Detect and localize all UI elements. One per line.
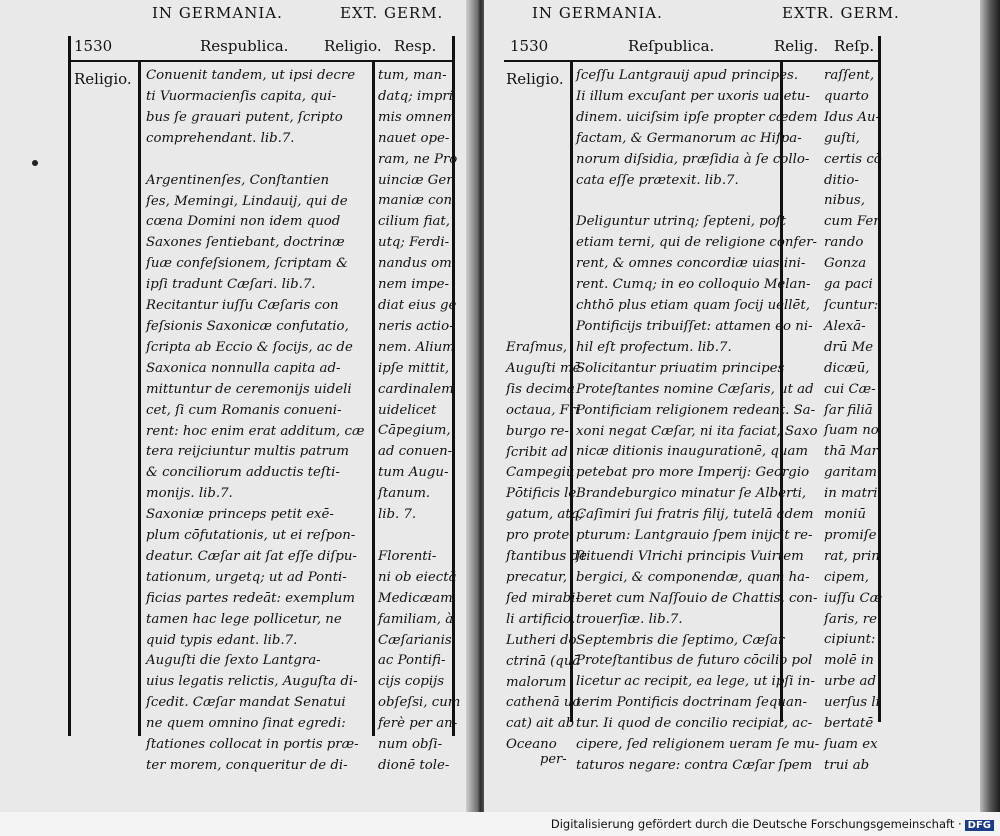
margin-note-line: Lutheri do — [506, 632, 577, 648]
text-line: tationum, urgetq; ut ad Ponti- — [146, 569, 347, 585]
right-narrow-column — [824, 66, 882, 777]
text-line: cœna Domini non idem quod — [146, 214, 341, 230]
text-line: plum cōfutationis, ut ei reſpon- — [146, 528, 356, 544]
text-line: datq; impri — [378, 88, 453, 104]
left-rule-middle — [372, 62, 375, 736]
text-line: certis cō — [824, 151, 882, 167]
text-line: Solicitantur priuatim principes — [576, 360, 785, 376]
text-line: rat, prin — [824, 548, 880, 564]
text-line: cui Cæ- — [824, 381, 876, 397]
margin-note-line: ctrinā (quā — [506, 653, 581, 669]
text-line: uius legatis relictis, Auguſta di- — [146, 674, 358, 690]
text-line: Cāpegium, — [378, 423, 451, 439]
left-column-headings — [68, 34, 454, 62]
text-line: monijs. lib.7. — [146, 486, 233, 502]
margin-note-line: ſis decima — [506, 381, 575, 397]
text-line: bergici, & componendæ, quam ha- — [576, 569, 810, 585]
text-line: ſar filiā — [824, 402, 873, 418]
text-line: Argentinenſes, Conſtantien — [146, 172, 330, 188]
right-catchword: per- — [540, 752, 567, 767]
right-year: 1530 — [510, 37, 549, 55]
margin-note-line: Campegiū — [506, 465, 575, 481]
text-line: promiſe — [824, 527, 877, 543]
margin-note-line: cathenā uo — [506, 695, 581, 711]
text-line: bus ſe grauari putent, ſcripto — [146, 109, 343, 125]
text-line: taturos negare: contra Cæſar ſpem — [576, 758, 813, 773]
text-line: iuſſu Cæ — [824, 590, 883, 606]
text-line: moniū — [824, 507, 866, 523]
text-line: quid typis edant. lib.7. — [146, 632, 298, 648]
text-line: ipſi tradunt Cæſari. lib.7. — [146, 277, 316, 293]
text-line: thā Mar — [824, 444, 878, 460]
text-line: ſtationes collocat in portis præ- — [146, 737, 359, 753]
margin-note-line: ſcribit ad — [506, 444, 568, 460]
margin-note-line: malorum — [506, 674, 567, 690]
text-line: Caſimiri ſui fratris filij, tutelā adem — [576, 507, 814, 523]
text-line: ni ob eiectā — [378, 569, 457, 585]
text-line: urbe ad — [824, 674, 876, 690]
text-line: Saxonica nonnulla capita ad- — [146, 360, 341, 376]
text-line: ſtituendi Vlrichi principis Vuirtem — [576, 548, 804, 564]
text-line: nem. Alium — [378, 339, 455, 355]
margin-note-line: Oceano — [506, 737, 557, 753]
paragraph-gap — [378, 526, 460, 547]
text-line: garitam — [824, 465, 877, 481]
text-line: mis omnem — [378, 109, 456, 125]
credit-text: Digitalisierung gefördert durch die Deutsche Forschungsgemeinschaft · — [550, 817, 962, 831]
text-line: tum, man- — [378, 68, 447, 83]
text-line: ſes, Memingi, Lindauij, qui de — [146, 193, 348, 209]
text-line: terim Pontificis doctrinam ſequan- — [576, 695, 807, 711]
book-edge — [980, 0, 1000, 812]
text-line: num obſi- — [378, 737, 443, 753]
right-main-column — [576, 66, 819, 777]
text-line: nem impe- — [378, 277, 450, 293]
text-line: ſuæ confeſsionem, ſcriptam & — [146, 256, 348, 272]
text-line: ac Pontifi- — [378, 653, 446, 669]
text-line: etiam terni, qui de religione confer- — [576, 235, 818, 251]
text-line: comprehendant. lib.7. — [146, 130, 295, 146]
text-line: ditio- — [824, 172, 859, 188]
text-line: uerſus li — [824, 695, 880, 711]
text-line: bertatē — [824, 716, 874, 732]
text-line: utq; Ferdi- — [378, 235, 450, 251]
margin-note-line: cat) ait ab — [506, 716, 575, 732]
left-narrow-column — [378, 66, 460, 777]
text-line: diat eius ge — [378, 297, 457, 313]
digitization-credit — [551, 817, 994, 831]
left-running-head-right: EXT. GERM. — [340, 4, 444, 22]
text-line: chthō plus etiam quam ſocij uellēt, — [576, 298, 810, 314]
text-line: guſti, — [824, 130, 860, 146]
left-side-label: Religio. — [74, 70, 132, 88]
text-line: familiam, à — [378, 611, 454, 627]
text-line: Saxones ſentiebant, doctrinæ — [146, 235, 345, 251]
text-line: Septembris die ſeptimo, Cæſar — [576, 632, 785, 648]
right-col-head-respublica: Reſpublica. — [628, 37, 715, 55]
text-line: trui ab — [824, 757, 870, 773]
left-col-head-resp: Resp. — [394, 37, 437, 55]
right-margin-note — [506, 338, 587, 756]
text-line: ſcripta ab Eccio & ſocijs, ac de — [146, 339, 353, 355]
text-line: Proteſtantes nomine Cæſaris, ut ad — [576, 381, 814, 397]
text-line: pturum: Lantgrauio ſpem inijcit re- — [576, 528, 813, 544]
margin-note-line: ſed mirabi- — [506, 590, 580, 606]
right-running-head: IN GERMANIA. — [532, 4, 663, 22]
margin-note-line: Auguſti mē — [506, 360, 581, 376]
text-line: ſtanum. — [378, 486, 431, 502]
text-line: trouerſiæ. lib.7. — [576, 611, 683, 627]
text-line: Alexā- — [824, 318, 866, 334]
right-col-head-relig: Relig. — [774, 37, 819, 55]
text-line: rent, & omnes concordiæ uias ini- — [576, 256, 806, 272]
left-running-head: IN GERMANIA. — [152, 4, 283, 22]
margin-note-line: gatum, atq; — [506, 507, 584, 523]
left-year: 1530 — [74, 37, 113, 55]
text-line: obſeſsi, cum — [378, 695, 461, 711]
text-line: hil eſt profectum. lib.7. — [576, 339, 732, 355]
right-column-headings — [504, 34, 880, 62]
text-line: nibus, — [824, 193, 865, 209]
text-line: tamen hac lege pollicetur, ne — [146, 611, 342, 627]
text-line: deatur. Cæſar ait ſat eſſe diſpu- — [146, 548, 357, 564]
text-line: Ii illum excuſant per uxoris ualetu- — [576, 88, 810, 104]
left-main-column — [146, 66, 364, 777]
text-line: maniæ con — [378, 193, 453, 209]
margin-note-line: pro prote- — [506, 528, 574, 544]
text-line: cum Fer — [824, 214, 880, 230]
text-line: nauet ope- — [378, 130, 450, 146]
text-line: tum Augu- — [378, 465, 449, 481]
text-line: Gonza — [824, 256, 867, 272]
text-line: licetur ac recipit, ea lege, ut ipſi in- — [576, 674, 815, 690]
text-line: molē in — [824, 653, 874, 669]
text-line: mittuntur de ceremonijs uideli — [146, 381, 352, 397]
text-line: ter morem, conqueritur de di- — [146, 758, 348, 773]
right-running-head-right: EXTR. GERM. — [782, 4, 900, 22]
text-line: ficias partes redeāt: exemplum — [146, 590, 355, 606]
text-line: ti Vuormacienſis capita, qui- — [146, 88, 337, 104]
text-line: ſcedit. Cæſar mandat Senatui — [146, 695, 346, 711]
text-line: cipem, — [824, 569, 869, 585]
text-line: feſsionis Saxonicæ confutatio, — [146, 318, 349, 334]
text-line: petebat pro more Imperij: Georgio — [576, 465, 810, 481]
left-page — [0, 0, 472, 812]
text-line: dinem. uiciſsim ipſe propter cædem — [576, 109, 818, 125]
text-line: ſuam no — [824, 423, 879, 439]
text-line: rando — [824, 235, 864, 251]
text-line: raſſent, — [824, 68, 875, 83]
text-line: norum diſsidia, præſidia à ſe collo- — [576, 151, 810, 167]
text-line: tera reijciuntur multis patrum — [146, 444, 350, 460]
text-line: beret cum Naſſouio de Chattis, con- — [576, 590, 818, 606]
text-line: Auguſti die ſexto Lantgra- — [146, 653, 321, 669]
margin-note-line: precatur, — [506, 569, 568, 585]
text-line: ferè per an- — [378, 716, 458, 732]
text-line: Medicæam — [378, 590, 453, 606]
text-line: Pontificijs tribuiſſet: attamen eo ni- — [576, 318, 813, 334]
text-line: & conciliorum adductis teſti- — [146, 465, 340, 481]
text-line: ſaris, re — [824, 611, 877, 627]
text-line: Deliguntur utrinq; ſepteni, poſt — [576, 214, 787, 230]
text-line: Brandeburgico minatur ſe Alberti, — [576, 486, 807, 502]
paragraph-gap — [576, 191, 819, 212]
text-line: drū Me — [824, 339, 874, 355]
text-line: Saxoniæ princeps petit exē- — [146, 507, 334, 523]
margin-note-line: li artificio. — [506, 611, 576, 627]
text-line: rent. Cumq; in eo colloquio Melan- — [576, 277, 811, 293]
margin-note-line: Pōtificis le — [506, 486, 577, 502]
right-side-label: Religio. — [506, 70, 564, 88]
text-line: nandus om — [378, 256, 452, 272]
text-line: uinciæ Ger — [378, 172, 453, 188]
text-line: Idus Au- — [824, 109, 881, 125]
text-line: ſuam ex — [824, 737, 878, 752]
text-line: cipere, ſed religionem ueram ſe mu- — [576, 737, 820, 753]
left-col-head-religio: Religio. — [324, 37, 382, 55]
right-page — [484, 0, 980, 812]
text-line: uidelicet — [378, 402, 437, 418]
text-line: Florenti- — [378, 548, 437, 564]
left-rule-main — [138, 62, 141, 736]
right-col-head-resp: Reſp. — [834, 37, 875, 55]
text-line: cilium fiat, — [378, 214, 450, 230]
left-col-head-respublica: Respublica. — [200, 37, 289, 55]
text-line: Conuenit tandem, ut ipsi decre — [146, 68, 356, 83]
text-line: Cæſarianis — [378, 632, 452, 648]
text-line: dionē tole- — [378, 758, 450, 773]
text-line: tur. Ii quod de concilio recipiat, ac- — [576, 716, 813, 732]
text-line: ſcuntur: — [824, 297, 879, 313]
text-line: quarto — [824, 88, 869, 104]
text-line: ga paci — [824, 277, 873, 293]
text-line: cet, ſi cum Romanis conueni- — [146, 402, 342, 418]
text-line: ſceſſu Lantgrauij apud principes. — [576, 68, 799, 83]
paragraph-gap — [146, 150, 364, 171]
text-line: in matri — [824, 486, 878, 502]
text-line: rent: hoc enim erat additum, cæ — [146, 423, 365, 439]
dfg-logo: DFG — [965, 820, 994, 831]
text-line: dicæū, — [824, 360, 870, 376]
text-line: neris actio- — [378, 318, 454, 334]
text-line: ram, ne Pro — [378, 151, 458, 167]
text-line: cijs copijs — [378, 674, 445, 690]
margin-note-line: ſtantibus de — [506, 549, 587, 565]
margin-note-line: octaua, Fri — [506, 402, 580, 418]
text-line: ne quem omnino ſinat egredi: — [146, 716, 346, 732]
text-line: Recitantur iuſſu Cæſaris con — [146, 298, 339, 314]
text-line: cata eſſe prætexit. lib.7. — [576, 172, 739, 188]
text-line: cardinalem — [378, 381, 454, 397]
text-line: xoni negat Cæſar, ni ita faciat, Saxo — [576, 423, 818, 439]
text-line: lib. 7. — [378, 507, 417, 523]
text-line: cipiunt: — [824, 632, 876, 648]
text-line: factam, & Germanorum ac Hiſpa- — [576, 130, 802, 146]
text-line: Pontificiam religionem redeant. Sa- — [576, 402, 816, 418]
text-line: ipſe mittit, — [378, 360, 450, 376]
text-line: Proteſtantibus de futuro cōcilio pol — [576, 653, 813, 669]
margin-note-line: Eraſmus, — [506, 340, 568, 355]
text-line: ad conuen- — [378, 444, 453, 460]
text-line: nicæ ditionis inaugurationē, quam — [576, 444, 808, 460]
left-ink-dot — [32, 160, 38, 166]
margin-note-line: burgo re- — [506, 423, 569, 439]
left-rule-outer — [68, 36, 71, 736]
